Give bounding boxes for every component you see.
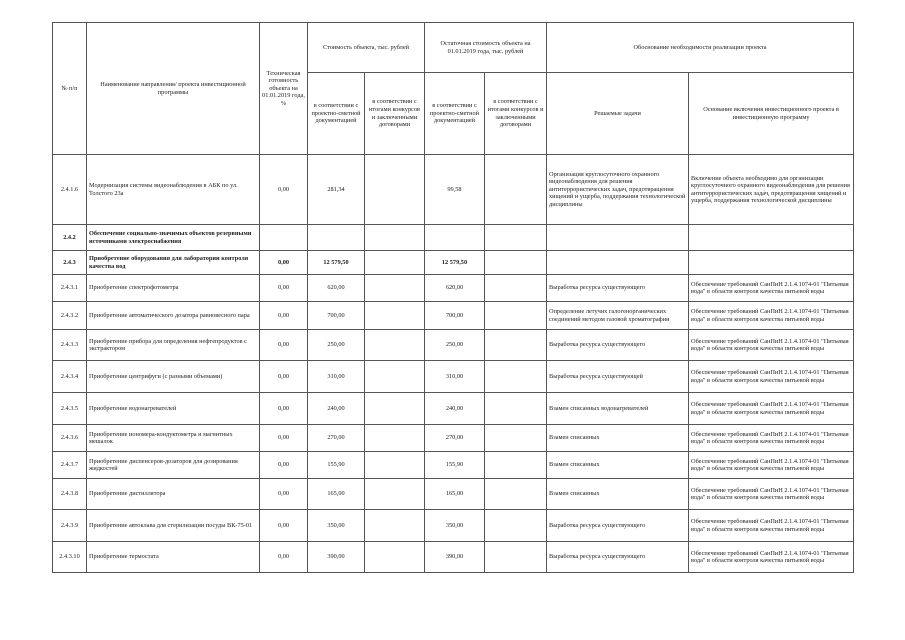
row-basis: Обеспечение требований СанПиН 2.1.4.1074-01 "Питьевая вода" в области контроля качества питьевой воды — [689, 479, 854, 510]
row-basis: Обеспечение требований СанПиН 2.1.4.1074-01 "Питьевая вода" в области контроля качества питьевой воды — [689, 302, 854, 330]
row-num: 2.4.3.8 — [53, 479, 87, 510]
row-residual-estimate: 270,00 — [425, 425, 485, 452]
table-row — [53, 275, 854, 302]
row-readiness: 0,00 — [260, 302, 308, 330]
row-cost-estimate: 155,90 — [308, 452, 365, 479]
row-basis: Обеспечение требований СанПиН 2.1.4.1074-01 "Питьевая вода" в области контроля качества питьевой воды — [689, 275, 854, 302]
row-cost-contracts — [365, 452, 425, 479]
row-residual-contracts — [485, 251, 547, 275]
row-residual-estimate: 165,00 — [425, 479, 485, 510]
row-num: 2.4.3.3 — [53, 330, 87, 361]
row-cost-estimate: 270,00 — [308, 425, 365, 452]
row-residual-contracts — [485, 275, 547, 302]
row-num: 2.4.1.6 — [53, 155, 87, 225]
row-num: 2.4.3.4 — [53, 361, 87, 393]
row-residual-estimate — [425, 225, 485, 251]
row-tasks — [547, 251, 689, 275]
investment-program-table — [52, 22, 854, 573]
table-row — [53, 251, 854, 275]
row-basis: Обеспечение требований СанПиН 2.1.4.1074-01 "Питьевая вода" в области контроля качества питьевой воды — [689, 330, 854, 361]
row-cost-estimate: 390,00 — [308, 542, 365, 573]
row-residual-contracts — [485, 225, 547, 251]
row-cost-contracts — [365, 225, 425, 251]
row-tasks: Организация круглосуточного охранного видеонаблюдения для решения антитеррористических задач, предотвращения хищений и ущерба, поддержания технологической дисциплины — [547, 155, 689, 225]
header-residual-estimate: в соответствии с проектно-сметной документацией — [425, 73, 485, 155]
row-cost-contracts — [365, 251, 425, 275]
row-num: 2.4.3.1 — [53, 275, 87, 302]
row-basis: Обеспечение требований СанПиН 2.1.4.1074-01 "Питьевая вода" в области контроля качества питьевой воды — [689, 510, 854, 542]
header-cost-estimate: в соответствии с проектно-сметной документацией — [308, 73, 365, 155]
row-tasks: Выработка ресурса существующей — [547, 361, 689, 393]
table-row — [53, 330, 854, 361]
row-residual-estimate: 12 579,50 — [425, 251, 485, 275]
row-residual-estimate: 350,00 — [425, 510, 485, 542]
header-name: Наименование направления/ проекта инвестиционной программы — [87, 23, 260, 155]
row-readiness: 0,00 — [260, 251, 308, 275]
row-name: Приобретение спектрофотометра — [87, 275, 260, 302]
table-row — [53, 225, 854, 251]
row-cost-contracts — [365, 302, 425, 330]
row-cost-contracts — [365, 510, 425, 542]
row-cost-contracts — [365, 330, 425, 361]
header-residual-contracts: в соответствии с итогами конкурсов и заключенными договорами — [485, 73, 547, 155]
row-cost-contracts — [365, 361, 425, 393]
row-name: Приобретение дистиллятора — [87, 479, 260, 510]
table-row — [53, 361, 854, 393]
row-residual-estimate: 390,00 — [425, 542, 485, 573]
row-num: 2.4.3.5 — [53, 393, 87, 425]
table-row — [53, 425, 854, 452]
row-residual-contracts — [485, 302, 547, 330]
row-basis: Обеспечение требований СанПиН 2.1.4.1074-01 "Питьевая вода" в области контроля качества питьевой воды — [689, 393, 854, 425]
row-basis: Включение объекта необходимо для организации круглосуточного охранного видеонаблюдения для решения антитеррористических задач, предотвращения хищений и ущерба, поддержания технологической дисциплины — [689, 155, 854, 225]
row-name: Приобретение иономера-кондуктометра и магнитных мешалок — [87, 425, 260, 452]
row-num: 2.4.3.6 — [53, 425, 87, 452]
row-cost-estimate: 165,00 — [308, 479, 365, 510]
row-basis: Обеспечение требований СанПиН 2.1.4.1074-01 "Питьевая вода" в области контроля качества питьевой воды — [689, 425, 854, 452]
row-cost-estimate: 620,00 — [308, 275, 365, 302]
row-name: Обеспечение социально-значимых объектов резервными источниками электроснабжения — [87, 225, 260, 251]
row-basis: Обеспечение требований СанПиН 2.1.4.1074-01 "Питьевая вода" в области контроля качества питьевой воды — [689, 361, 854, 393]
row-cost-estimate: 240,00 — [308, 393, 365, 425]
header-cost-group: Стоимость объекта, тыс. рублей — [308, 23, 425, 73]
header-row-top — [53, 23, 854, 73]
row-cost-contracts — [365, 425, 425, 452]
header-basis: Основание включения инвестиционного проекта в инвестиционную программу — [689, 73, 854, 155]
header-residual-group: Остаточная стоимость объекта на 01.01.2019 года, тыс. рублей — [425, 23, 547, 73]
row-readiness: 0,00 — [260, 452, 308, 479]
row-residual-estimate: 155,90 — [425, 452, 485, 479]
row-num: 2.4.3.9 — [53, 510, 87, 542]
row-cost-estimate: 12 579,50 — [308, 251, 365, 275]
row-residual-estimate: 250,00 — [425, 330, 485, 361]
row-basis — [689, 251, 854, 275]
row-tasks — [547, 225, 689, 251]
table-row — [53, 302, 854, 330]
row-residual-estimate: 99,58 — [425, 155, 485, 225]
row-residual-estimate: 310,00 — [425, 361, 485, 393]
row-cost-estimate: 700,00 — [308, 302, 365, 330]
row-num: 2.4.2 — [53, 225, 87, 251]
row-tasks: Взамен списанных — [547, 479, 689, 510]
row-name: Приобретение автоклава для стерилизации посуды ВК-75-01 — [87, 510, 260, 542]
row-residual-contracts — [485, 542, 547, 573]
row-readiness: 0,00 — [260, 275, 308, 302]
table-row — [53, 155, 854, 225]
row-basis: Обеспечение требований СанПиН 2.1.4.1074-01 "Питьевая вода" в области контроля качества питьевой воды — [689, 452, 854, 479]
row-name: Модернизация системы видеонаблюдения в АБК по ул. Толстого 23а — [87, 155, 260, 225]
row-name: Приобретение диспенсеров-дозаторов для дозирования жидкостей — [87, 452, 260, 479]
row-readiness — [260, 225, 308, 251]
row-num: 2.4.3.2 — [53, 302, 87, 330]
row-cost-estimate — [308, 225, 365, 251]
row-tasks: Взамен списанных водонагревателей — [547, 393, 689, 425]
row-cost-contracts — [365, 542, 425, 573]
row-residual-contracts — [485, 510, 547, 542]
row-num: 2.4.3.10 — [53, 542, 87, 573]
table-row — [53, 393, 854, 425]
header-justification-group: Обоснование необходимости реализации проекта — [547, 23, 854, 73]
row-name: Приобретение оборудования для лаборатории контроля качества вод — [87, 251, 260, 275]
row-readiness: 0,00 — [260, 479, 308, 510]
row-cost-contracts — [365, 479, 425, 510]
row-cost-estimate: 281,34 — [308, 155, 365, 225]
row-cost-estimate: 310,00 — [308, 361, 365, 393]
row-tasks: Взамен списанных — [547, 425, 689, 452]
row-residual-contracts — [485, 425, 547, 452]
row-tasks: Взамен списанных — [547, 452, 689, 479]
row-residual-contracts — [485, 452, 547, 479]
table-body — [53, 155, 854, 573]
row-readiness: 0,00 — [260, 361, 308, 393]
row-tasks: Выработка ресурса существующего — [547, 542, 689, 573]
header-num: № п/п — [53, 23, 87, 155]
row-num: 2.4.3.7 — [53, 452, 87, 479]
header-readiness: Техническая готовность объекта на 01.01.2019 года, % — [260, 23, 308, 155]
row-cost-contracts — [365, 155, 425, 225]
row-name: Приобретение центрифуги (с разными объемами) — [87, 361, 260, 393]
row-basis — [689, 225, 854, 251]
row-residual-contracts — [485, 361, 547, 393]
header-tasks: Решаемые задачи — [547, 73, 689, 155]
row-name: Приобретение термостата — [87, 542, 260, 573]
row-residual-contracts — [485, 155, 547, 225]
row-residual-contracts — [485, 479, 547, 510]
row-readiness: 0,00 — [260, 510, 308, 542]
row-readiness: 0,00 — [260, 425, 308, 452]
row-residual-contracts — [485, 393, 547, 425]
header-cost-contracts: в соответствии с итогами конкурсов и заключенными договорами — [365, 73, 425, 155]
row-readiness: 0,00 — [260, 330, 308, 361]
row-basis: Обеспечение требований СанПиН 2.1.4.1074-01 "Питьевая вода" в области контроля качества питьевой воды — [689, 542, 854, 573]
table-row — [53, 510, 854, 542]
row-tasks: Выработка ресурса существующего — [547, 275, 689, 302]
investment-program-sheet — [52, 22, 853, 573]
row-cost-estimate: 250,00 — [308, 330, 365, 361]
row-tasks: Выработка ресурса существующего — [547, 510, 689, 542]
row-readiness: 0,00 — [260, 542, 308, 573]
row-num: 2.4.3 — [53, 251, 87, 275]
row-name: Приобретение прибора для определения нефтепродуктов с экстрактором — [87, 330, 260, 361]
row-tasks: Определение летучих галогенорганических соединений методом газовой хроматографии — [547, 302, 689, 330]
row-name: Приобретение автоматического дозатора равновесного пара — [87, 302, 260, 330]
row-residual-estimate: 240,00 — [425, 393, 485, 425]
row-residual-estimate: 700,00 — [425, 302, 485, 330]
row-tasks: Выработка ресурса существующего — [547, 330, 689, 361]
row-cost-contracts — [365, 275, 425, 302]
row-readiness: 0,00 — [260, 155, 308, 225]
table-row — [53, 479, 854, 510]
row-cost-estimate: 350,00 — [308, 510, 365, 542]
row-name: Приобретение водонагревателей — [87, 393, 260, 425]
row-residual-contracts — [485, 330, 547, 361]
table-row — [53, 542, 854, 573]
row-residual-estimate: 620,00 — [425, 275, 485, 302]
row-cost-contracts — [365, 393, 425, 425]
table-row — [53, 452, 854, 479]
row-readiness: 0,00 — [260, 393, 308, 425]
